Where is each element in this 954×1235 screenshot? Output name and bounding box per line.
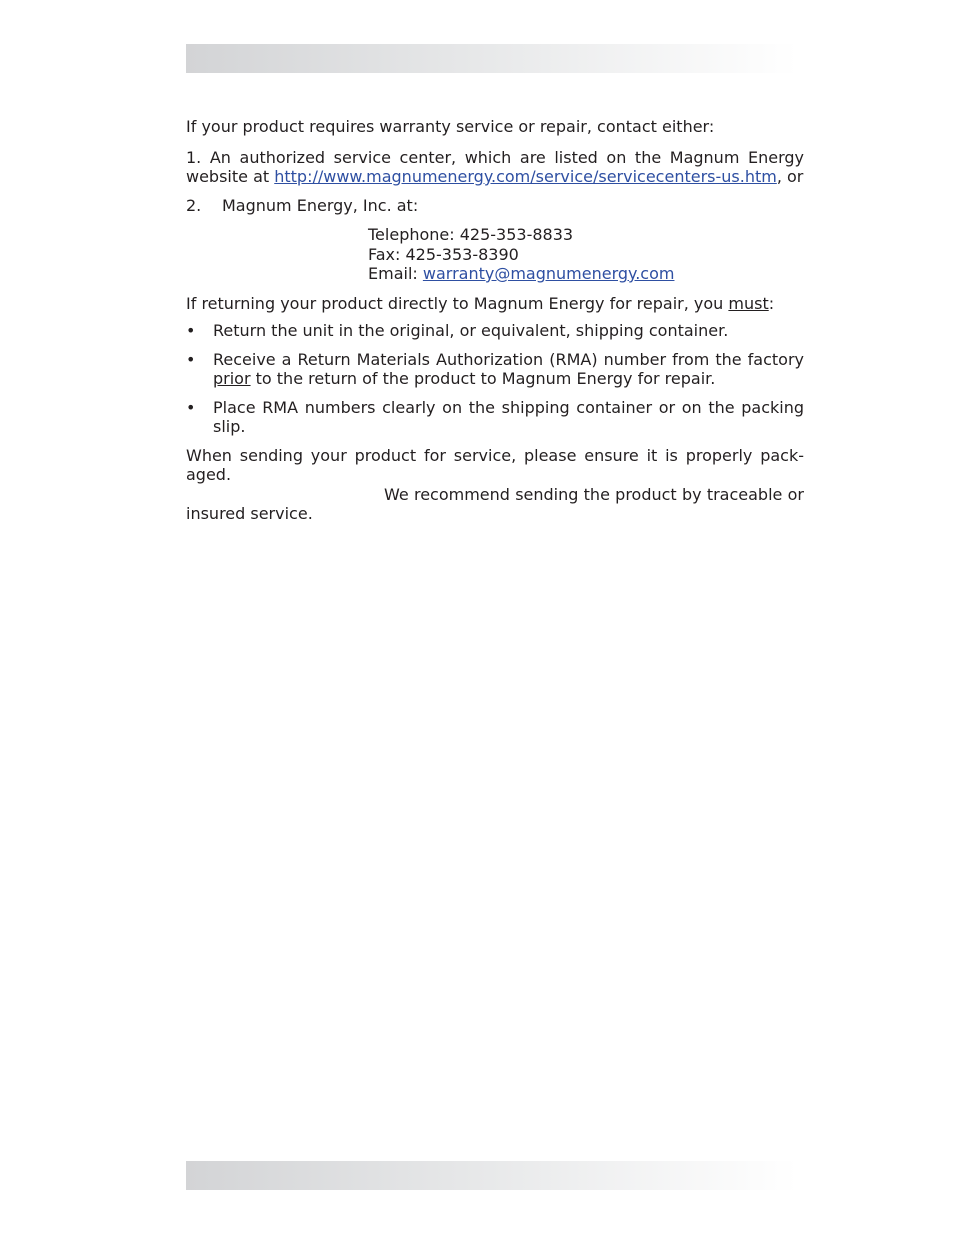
email-line: [368, 264, 804, 284]
warranty-email-link[interactable]: warranty@magnumenergy.com: [422, 264, 675, 283]
service-centers-link[interactable]: http://www.magnumenergy.com/service/servicecenters-us.htm: [274, 167, 777, 186]
bullet-text-suffix: to the return of the product to Magnum Energy for repair.: [250, 369, 716, 388]
footer-bar: [186, 1161, 798, 1190]
sending-line-3: insured service.: [186, 504, 313, 523]
intro-text: If your product requires warranty service or repair, contact either:: [186, 117, 715, 136]
must-line: [186, 294, 804, 314]
bullet-text: Receive a Return Materials Authorization (RMA) number from the factory: [213, 349, 804, 369]
option-2-number: 2.: [186, 195, 202, 215]
fax-line: Fax: 425-353-8390: [368, 244, 519, 264]
must-line-suffix: :: [768, 293, 775, 313]
bullet-item: [186, 350, 804, 389]
header-bar: [186, 44, 798, 73]
option-1-paragraph: [186, 148, 804, 187]
bullet-dot: •: [186, 349, 196, 369]
sending-line-1: When sending your product for service, please ensure it is properly pack-aged.: [186, 445, 804, 484]
telephone-line: Telephone: 425-353-8833: [368, 225, 574, 244]
option-2-text: Magnum Energy, Inc. at:: [222, 195, 419, 215]
contact-block: [368, 225, 804, 284]
email-label: Email:: [368, 264, 423, 283]
option-1-text: 1. An authorized service center, which are listed on the Magnum Energy website at: [186, 147, 804, 186]
sending-paragraph: [186, 446, 804, 524]
must-line-text: If returning your product directly to Magnum Energy for repair, you: [186, 293, 729, 313]
prior-emphasis: prior: [213, 369, 251, 388]
bullet-dot: •: [186, 321, 196, 340]
bullet-dot: •: [186, 397, 196, 417]
document-body: [186, 117, 804, 524]
option-1-suffix: , or: [776, 167, 804, 186]
bullet-text: Return the unit in the original, or equivalent, shipping container.: [213, 321, 729, 340]
bullet-text: Place RMA numbers clearly on the shipping container or on the packing slip.: [213, 397, 804, 436]
sending-line-2: We recommend sending the product by traceable or: [384, 484, 804, 504]
must-emphasis: must: [728, 293, 769, 313]
option-2-paragraph: [186, 196, 804, 216]
bullet-item: [186, 321, 804, 341]
bullet-item: [186, 398, 804, 437]
